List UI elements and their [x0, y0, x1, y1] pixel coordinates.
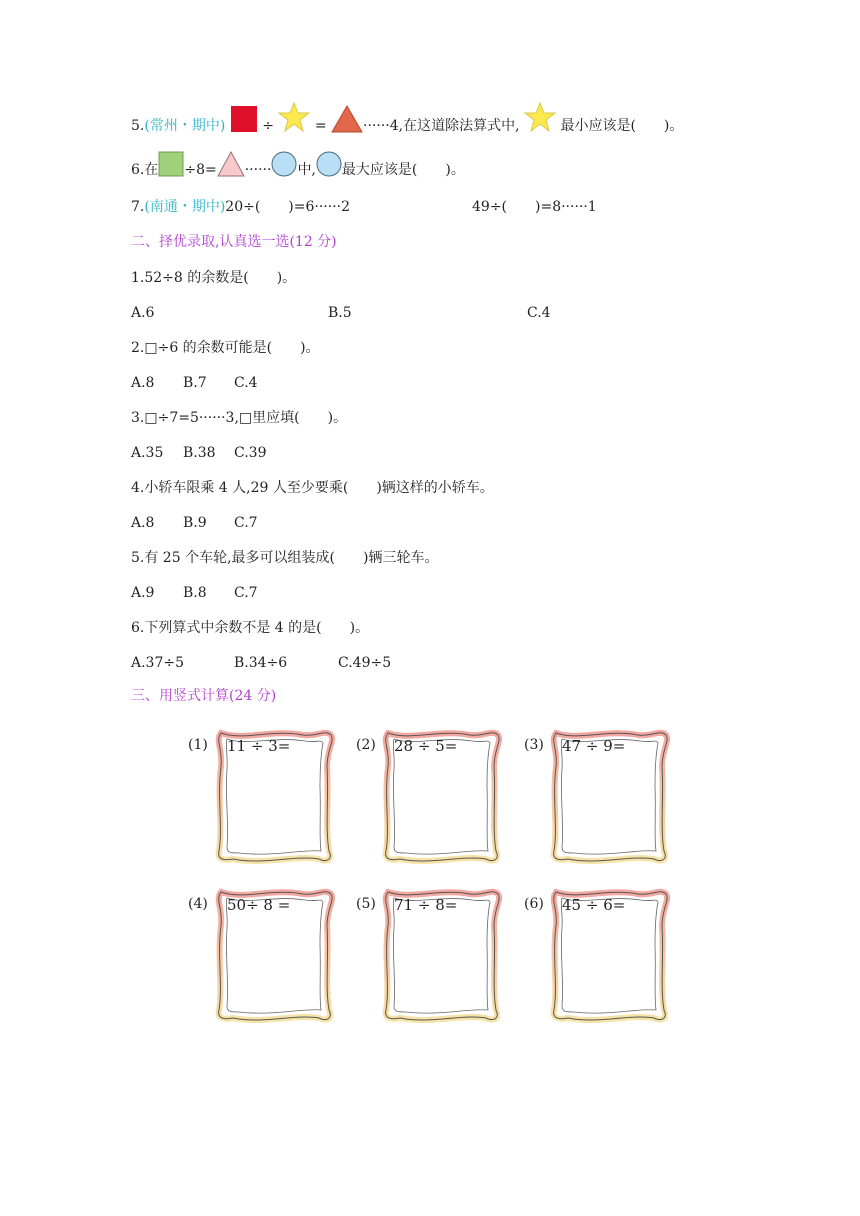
question-prefix: 6.在	[131, 162, 159, 178]
dots: ······	[244, 162, 272, 178]
division-expression: 11 ÷ 3=	[227, 737, 291, 755]
choice-option: A.8	[131, 515, 155, 531]
question-7-right: 49÷( )=8······1	[472, 199, 597, 215]
division-expression: 28 ÷ 5=	[394, 737, 458, 755]
star-icon	[278, 101, 310, 133]
red-square-icon	[230, 105, 258, 133]
division-expression: 71 ÷ 8=	[394, 896, 458, 914]
source-tag: (南通・期中)	[144, 199, 226, 215]
choice-option: A.6	[131, 305, 155, 321]
question-number: 5.	[131, 118, 145, 134]
problem-number: (2)	[356, 737, 376, 753]
choice-question: 2.□÷6 的余数可能是( )。	[131, 340, 320, 356]
question-6	[131, 160, 465, 180]
divide-expression: ÷8=	[184, 162, 217, 178]
choice-question: 3.□÷7=5······3,□里应填( )。	[131, 410, 348, 426]
choice-option: C.49÷5	[338, 655, 392, 671]
choice-question: 4.小轿车限乘 4 人,29 人至少要乘( )辆这样的小轿车。	[131, 480, 494, 496]
equal-sign: =	[314, 118, 327, 134]
question-left: 20÷( )=6······2	[225, 199, 351, 215]
choice-question: 6.下列算式中余数不是 4 的是( )。	[131, 620, 370, 636]
question-number: 7.	[131, 199, 145, 215]
choice-question: 5.有 25 个车轮,最多可以组装成( )辆三轮车。	[131, 550, 439, 566]
divide-sign: ÷	[262, 118, 274, 134]
division-expression: 45 ÷ 6=	[562, 896, 626, 914]
choice-option: A.8	[131, 375, 155, 391]
choice-option: B.5	[328, 305, 352, 321]
problem-number: (1)	[188, 737, 208, 753]
division-expression: 47 ÷ 9=	[562, 737, 626, 755]
source-tag: (常州・期中)	[144, 118, 226, 134]
choice-option: B.34÷6	[234, 655, 288, 671]
circle-icon	[271, 151, 297, 177]
choice-option: C.4	[234, 375, 258, 391]
question-7	[131, 197, 350, 217]
choice-option: C.4	[527, 305, 551, 321]
green-square-icon	[158, 151, 184, 177]
choice-option: B.7	[183, 375, 207, 391]
problem-number: (5)	[356, 896, 376, 912]
star-icon	[524, 101, 556, 133]
problem-number: (6)	[524, 896, 544, 912]
choice-option: C.7	[234, 585, 258, 601]
circle-icon	[316, 151, 342, 177]
question-5	[131, 116, 683, 136]
choice-option: B.9	[183, 515, 207, 531]
choice-option: A.37÷5	[131, 655, 185, 671]
choice-option: C.39	[234, 445, 267, 461]
choice-option: B.8	[183, 585, 207, 601]
choice-option: C.7	[234, 515, 258, 531]
choice-question: 1.52÷8 的余数是( )。	[131, 270, 297, 286]
choice-option: A.35	[131, 445, 164, 461]
question-ask: 最大应该是( )。	[341, 162, 465, 178]
triangle-icon	[217, 151, 245, 177]
triangle-icon	[331, 105, 363, 133]
section-3-title: 三、用竖式计算(24 分)	[131, 688, 277, 704]
problem-number: (4)	[188, 896, 208, 912]
section-2-title: 二、择优录取,认真选一选(12 分)	[131, 234, 337, 250]
question-ask: 最小应该是( )。	[560, 118, 684, 134]
problem-number: (3)	[524, 737, 544, 753]
division-expression: 50÷ 8 =	[227, 896, 291, 914]
question-mid: 中,	[297, 162, 316, 178]
choice-option: B.38	[183, 445, 216, 461]
choice-option: A.9	[131, 585, 155, 601]
remainder-text: ······4,在这道除法算式中,	[363, 118, 520, 134]
